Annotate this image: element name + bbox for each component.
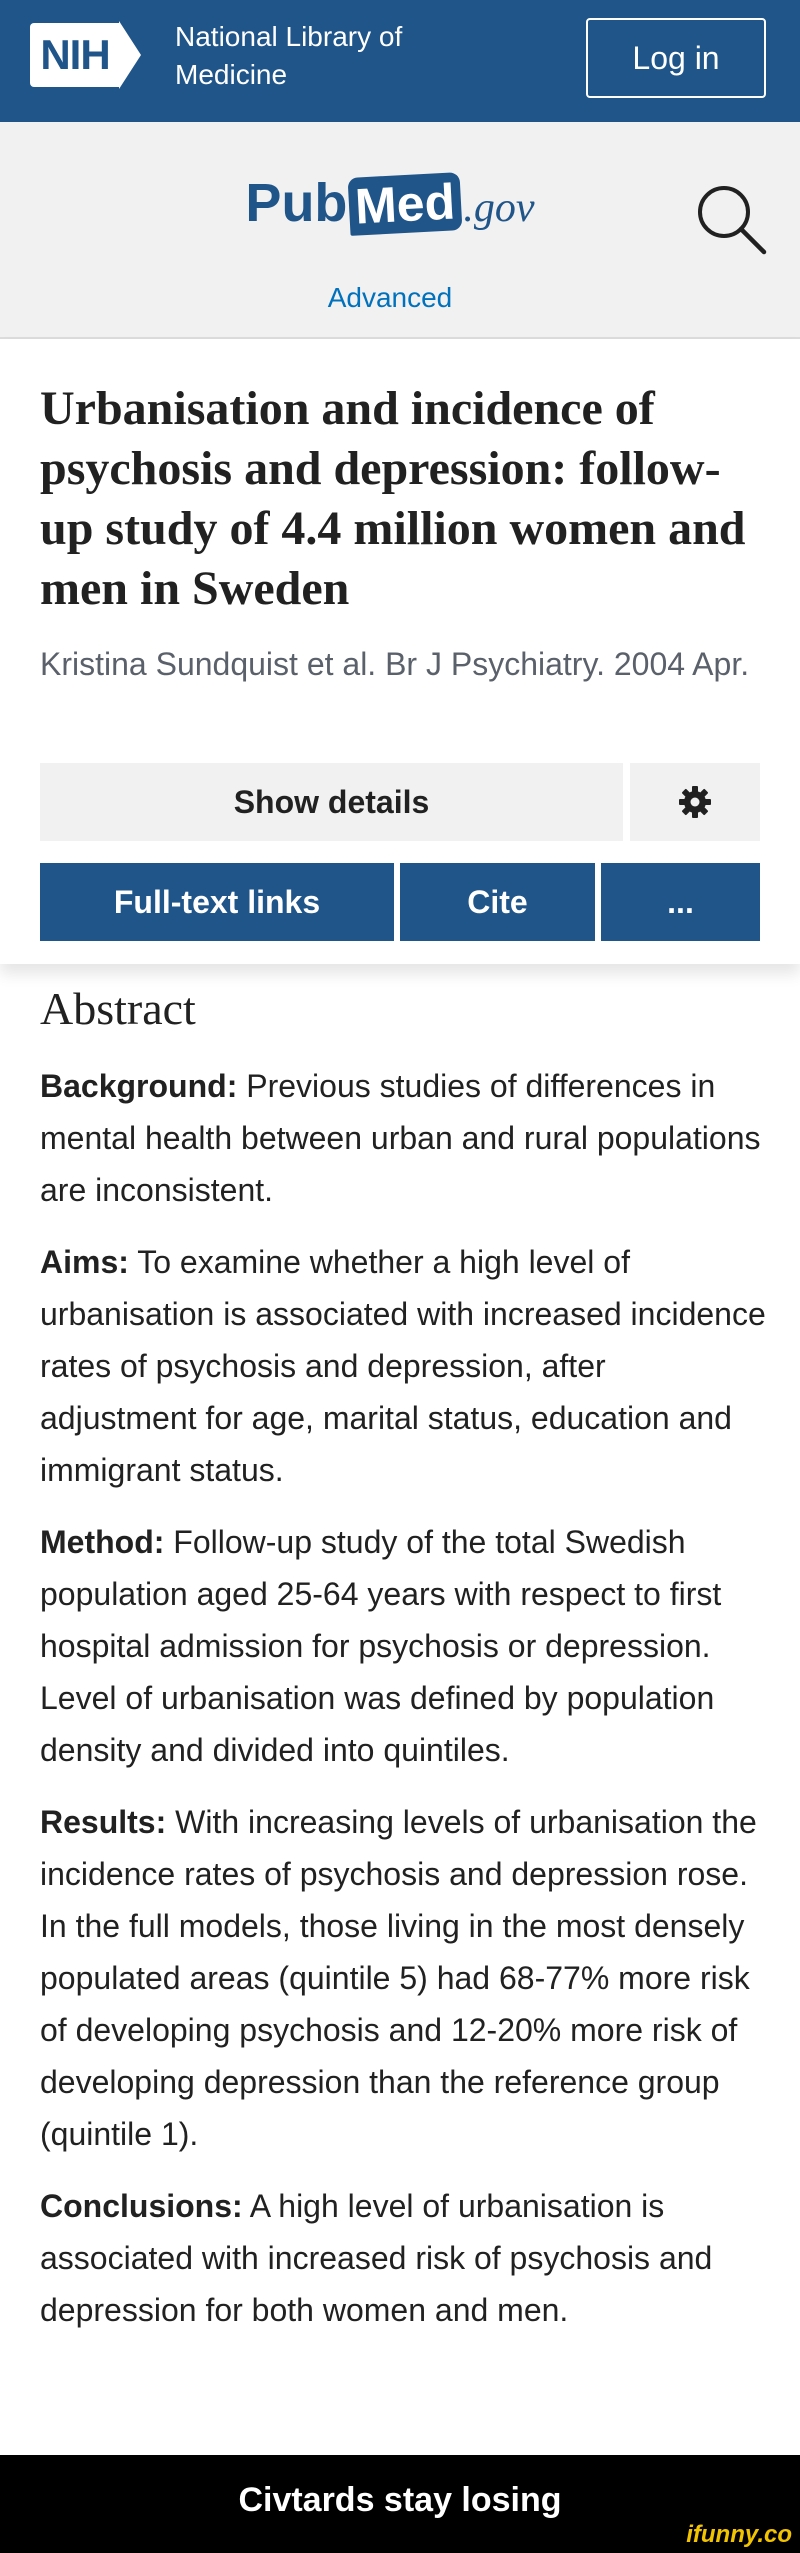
nlm-name-line1: National Library of — [175, 21, 403, 52]
abstract-results — [40, 1796, 770, 2160]
full-text-links-button[interactable]: Full-text links — [40, 863, 394, 941]
display-options-button[interactable] — [630, 763, 760, 841]
abstract-section-label: Results: — [40, 1804, 167, 1840]
abstract-section-text: Previous studies of differences in mental health between urban and rural populations are inconsistent. — [40, 1068, 761, 1208]
nih-header — [0, 0, 800, 122]
abstract-heading: Abstract — [40, 983, 196, 1034]
article-title: Urbanisation and incidence of psychosis and depression: follow-up study of 4.4 million women and men in Sweden — [40, 382, 746, 615]
pubmed-logo[interactable] — [0, 172, 780, 234]
abstract-section-label: Conclusions: — [40, 2188, 243, 2224]
ifunny-watermark: ifunny.co — [686, 2521, 792, 2548]
pubmed-header — [0, 122, 800, 339]
caption-bar — [0, 2455, 800, 2553]
caption-text: Civtards stay losing — [238, 2481, 562, 2519]
abstract-aims — [40, 1236, 770, 1496]
abstract-section-text: To examine whether a high level of urbanisation is associated with increased incidence rates of psychosis and depression, after adjustment for age, marital status, education and immigrant status. — [40, 1244, 766, 1488]
more-actions-button[interactable]: ... — [601, 863, 760, 941]
login-button[interactable]: Log in — [586, 18, 766, 98]
advanced-search-link[interactable]: Advanced — [327, 282, 453, 313]
abstract-method — [40, 1516, 770, 1776]
search-icon[interactable] — [692, 180, 772, 260]
abstract-section-text: Follow-up study of the total Swedish population aged 25-64 years with respect to first hospital admission for psychosis or depression. Level of urbanisation was defined by population density and divided into quintiles. — [40, 1524, 722, 1768]
abstract-section-label: Aims: — [40, 1244, 129, 1280]
pubmed-logo-pub: Pub — [245, 173, 348, 233]
abstract-section-text: With increasing levels of urbanisation the incidence rates of psychosis and depression rose. In the full models, those living in the most densely populated areas (quintile 5) had 68-77% more risk of developing psychosis and 12-20% more risk of developing depression than the reference group (quintile 1). — [40, 1804, 757, 2152]
article-header-card — [0, 339, 800, 964]
abstract-section-label: Background: — [40, 1068, 238, 1104]
nlm-name-line2: Medicine — [175, 59, 288, 90]
abstract-conclusions — [40, 2180, 770, 2336]
pubmed-logo-gov: .gov — [463, 185, 535, 231]
pubmed-logo-med: Med — [348, 172, 463, 236]
show-details-button[interactable]: Show details — [40, 763, 623, 841]
nih-logo-arrow-icon — [119, 21, 141, 89]
article-citation: Kristina Sundquist et al. Br J Psychiatry. 2004 Apr. — [40, 646, 750, 682]
abstract-body — [40, 1060, 770, 2356]
nih-logo[interactable] — [30, 21, 141, 89]
abstract-background — [40, 1060, 770, 1216]
nlm-name[interactable] — [175, 18, 475, 94]
cite-button[interactable]: Cite — [400, 863, 595, 941]
abstract-section-label: Method: — [40, 1524, 165, 1560]
abstract-section-text: A high level of urbanisation is associated with increased risk of psychosis and depression for both women and men. — [40, 2188, 713, 2328]
nih-logo-text: NIH — [30, 23, 120, 87]
gear-icon — [677, 784, 713, 820]
